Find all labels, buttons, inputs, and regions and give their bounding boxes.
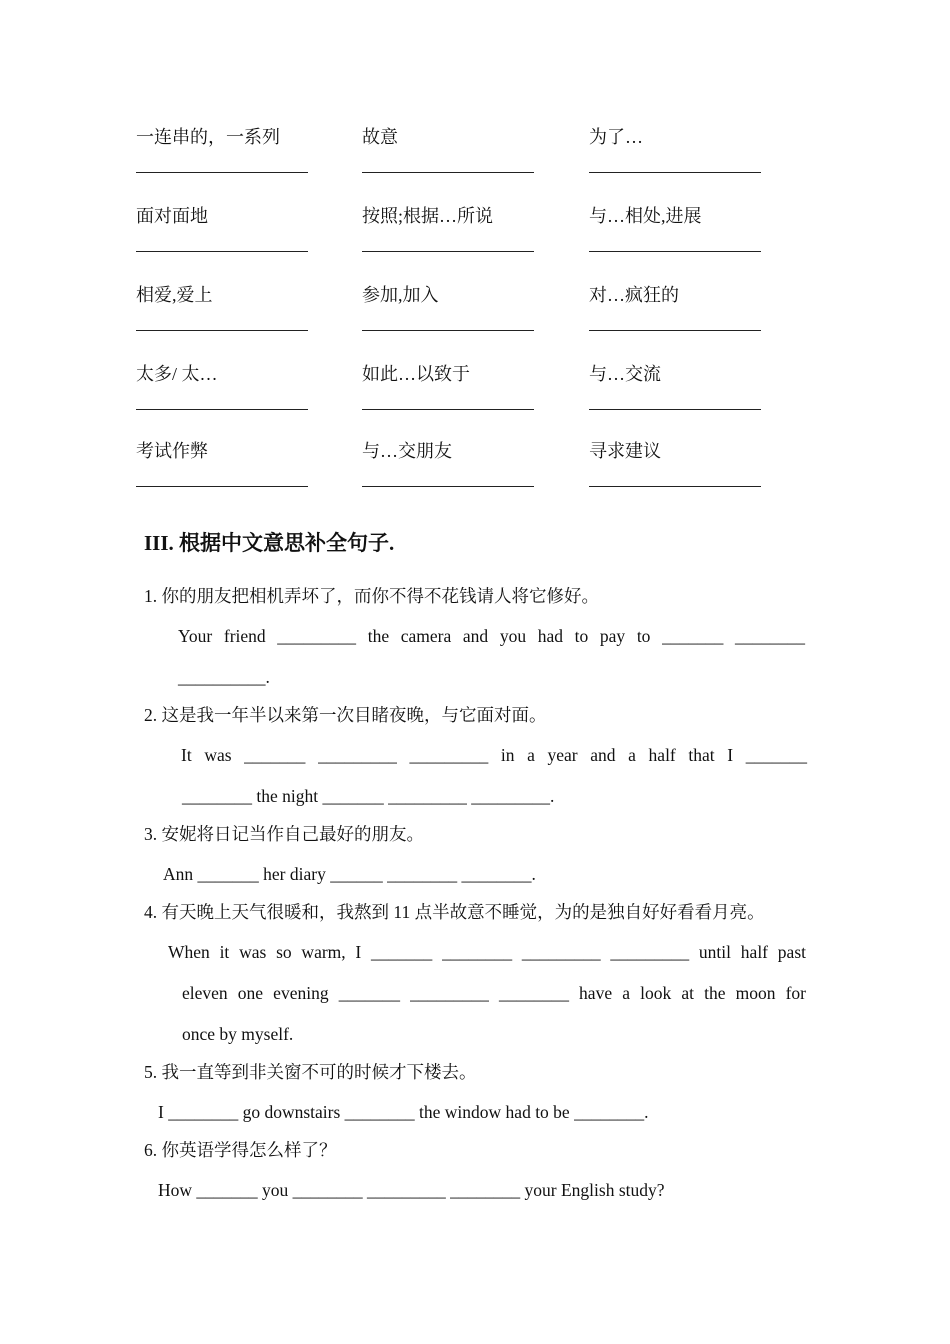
vocab-term: 相爱,爱上 xyxy=(136,285,213,305)
sentence-chinese: 6. 你英语学得怎么样了？ xyxy=(144,1140,337,1160)
answer-blank[interactable] xyxy=(136,162,308,173)
answer-blank[interactable] xyxy=(589,320,761,331)
answer-blank[interactable] xyxy=(589,241,761,252)
vocab-term: 太多/ 太… xyxy=(136,364,218,384)
sentence-chinese: 5. 我一直等到非关窗不可的时候才下楼去。 xyxy=(144,1062,477,1082)
answer-blank[interactable] xyxy=(589,399,761,410)
answer-blank[interactable] xyxy=(589,476,761,487)
vocab-item xyxy=(589,205,789,227)
vocab-term: 与…相处,进展 xyxy=(589,206,702,226)
vocab-term: 对…疯狂的 xyxy=(589,285,679,305)
vocab-item xyxy=(589,284,789,306)
vocab-item xyxy=(136,363,336,385)
answer-blank[interactable] xyxy=(136,399,308,410)
vocab-term: 如此…以致于 xyxy=(362,364,470,384)
vocab-term: 为了… xyxy=(589,127,643,147)
vocab-item xyxy=(589,126,789,148)
answer-blank[interactable] xyxy=(362,162,534,173)
sentence-chinese: 2. 这是我一年半以来第一次目睹夜晚，与它面对面。 xyxy=(144,705,547,725)
answer-blank[interactable] xyxy=(136,476,308,487)
sentence-english-line: How _______ you ________ _________ ________ your English study? xyxy=(158,1180,665,1200)
vocab-row xyxy=(136,440,816,480)
vocab-row xyxy=(136,205,816,245)
vocab-item xyxy=(136,126,336,148)
vocab-term: 按照;根据…所说 xyxy=(362,206,494,226)
sentence-english-line: I ________ go downstairs ________ the window had to be ________. xyxy=(158,1102,649,1122)
section-heading: III. 根据中文意思补全句子. xyxy=(144,531,395,555)
vocab-term: 与…交朋友 xyxy=(362,441,452,461)
sentence-english-line: Ann _______ her diary ______ ________ ________. xyxy=(163,864,536,884)
vocab-item xyxy=(362,126,562,148)
sentence-english-line: It was _______ _________ _________ in a year and a half that I _______ xyxy=(181,745,807,765)
vocab-item xyxy=(136,205,336,227)
vocab-row xyxy=(136,126,816,166)
answer-blank[interactable] xyxy=(589,162,761,173)
vocab-term: 寻求建议 xyxy=(589,441,661,461)
vocab-term: 参加,加入 xyxy=(362,285,439,305)
vocab-term: 考试作弊 xyxy=(136,441,208,461)
vocab-item xyxy=(362,284,562,306)
answer-blank[interactable] xyxy=(362,476,534,487)
vocab-row xyxy=(136,284,816,324)
sentence-english-line: __________. xyxy=(178,667,270,687)
answer-blank[interactable] xyxy=(136,241,308,252)
vocab-term: 故意 xyxy=(362,127,398,147)
sentence-english-line: When it was so warm, I _______ ________ _________ _________ until half past xyxy=(168,942,806,962)
vocab-item xyxy=(362,440,562,462)
vocab-row xyxy=(136,363,816,403)
answer-blank[interactable] xyxy=(362,241,534,252)
sentence-english-line: eleven one evening _______ _________ ________ have a look at the moon for xyxy=(182,983,806,1003)
vocab-term: 面对面地 xyxy=(136,206,208,226)
vocab-item xyxy=(362,205,562,227)
vocab-item xyxy=(589,440,789,462)
sentence-english-line: ________ the night _______ _________ _________. xyxy=(182,786,555,806)
vocab-item xyxy=(362,363,562,385)
vocab-item xyxy=(136,440,336,462)
sentence-chinese: 3. 安妮将日记当作自己最好的朋友。 xyxy=(144,824,424,844)
sentence-chinese: 1. 你的朋友把相机弄坏了，而你不得不花钱请人将它修好。 xyxy=(144,586,599,606)
sentence-english-line: Your friend _________ the camera and you had to pay to _______ ________ xyxy=(178,626,805,646)
sentence-chinese: 4. 有天晚上天气很暖和，我熬到 11 点半故意不睡觉，为的是独自好好看看月亮。 xyxy=(144,902,765,922)
vocab-term: 一连串的，一系列 xyxy=(136,127,280,147)
answer-blank[interactable] xyxy=(362,399,534,410)
vocab-term: 与…交流 xyxy=(589,364,661,384)
answer-blank[interactable] xyxy=(136,320,308,331)
vocab-item xyxy=(136,284,336,306)
vocab-item xyxy=(589,363,789,385)
sentence-english-line: once by myself. xyxy=(182,1024,294,1044)
answer-blank[interactable] xyxy=(362,320,534,331)
